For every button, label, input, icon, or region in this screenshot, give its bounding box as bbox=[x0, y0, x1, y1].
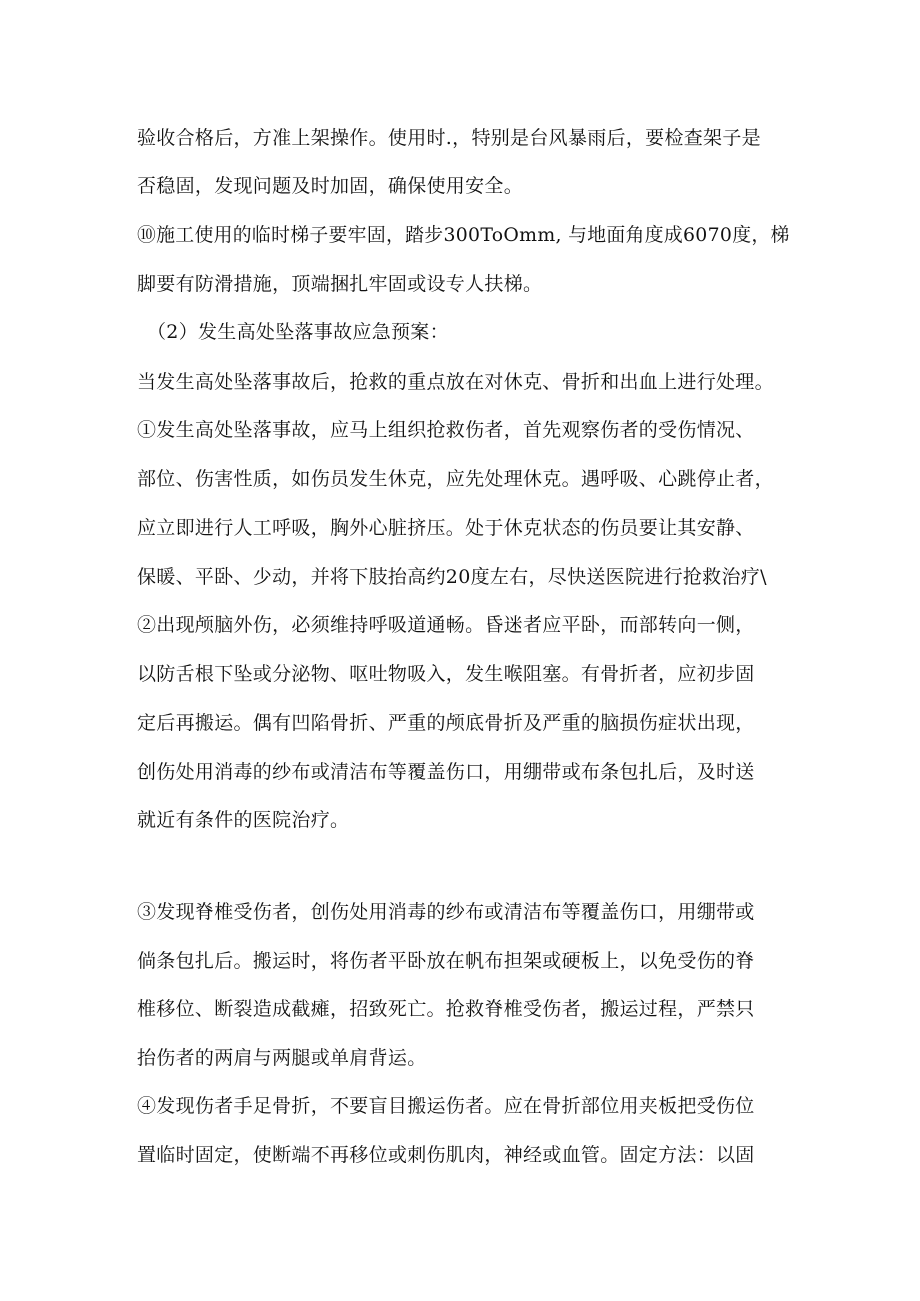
text-line-12: 以防舌根下坠或分泌物、呕吐物吸入，发生喉阻塞。有骨折者，应初步固 bbox=[137, 663, 755, 685]
text-line-4: 脚要有防滑措施，顶端捆扎牢固或设专人扶梯。 bbox=[137, 273, 543, 295]
text-line-15: 就近有条件的医院治疗。 bbox=[137, 809, 350, 831]
text-line-10: 保暖、平卧、少动，并将下肢抬高约20度左右，尽快送医院进行抢救治疗\ bbox=[137, 566, 767, 588]
text-line-7: ①发生高处坠落事故，应马上组织抢救伤者，首先观察伤者的受伤情况、 bbox=[137, 419, 755, 441]
text-line-1: 验收合格后，方准上架操作。使用时.，特别是台风暴雨后，要检查架子是 bbox=[137, 127, 761, 149]
text-line-6: 当发生高处坠落事故后，抢救的重点放在对休克、骨折和出血上进行处理。 bbox=[137, 371, 774, 393]
text-line-8: 部位、伤害性质，如伤员发生休克，应先处理休克。遇呼吸、心跳停止者， bbox=[137, 468, 774, 490]
text-line-9: 应立即进行人工呼吸，胸外心脏挤压。处于休克状态的伤员要让其安静、 bbox=[137, 517, 755, 539]
text-line-14: 创伤处用消毒的纱布或清洁布等覆盖伤口，用绷带或布条包扎后，及时送 bbox=[137, 761, 755, 783]
text-line-13: 定后再搬运。偶有凹陷骨折、严重的颅底骨折及严重的脑损伤症状出现， bbox=[137, 712, 755, 734]
text-line-11: ②出现颅脑外伤，必须维持呼吸道通畅。昏迷者应平卧，而部转向一侧， bbox=[137, 614, 755, 636]
text-line-2: 否稳固，发现问题及时加固，确保使用安全。 bbox=[137, 175, 524, 197]
text-line-18: 椎移位、断裂造成截瘫，招致死亡。抢救脊椎受伤者，搬运过程，严禁只 bbox=[137, 998, 755, 1020]
text-line-19: 抬伤者的两肩与两腿或单肩背运。 bbox=[137, 1047, 427, 1069]
text-line-17: 倘条包扎后。搬运时，将伤者平卧放在帆布担架或硬板上，以免受伤的脊 bbox=[137, 950, 755, 972]
text-line-3: ⑩施工使用的临时梯子要牢固，踏步300ToOmm, 与地面角度成6070度，梯 bbox=[137, 224, 790, 246]
text-line-21: 置临时固定，使断端不再移位或刺伤肌肉，神经或血管。固定方法：以固 bbox=[137, 1144, 755, 1166]
text-line-20: ④发现伤者手足骨折，不要盲目搬运伤者。应在骨折部位用夹板把受伤位 bbox=[137, 1095, 755, 1117]
section-heading: （2）发生高处坠落事故应急预案： bbox=[147, 321, 449, 343]
text-line-16: ③发现脊椎受伤者，创伤处用消毒的纱布或清洁布等覆盖伤口，用绷带或 bbox=[137, 901, 755, 923]
